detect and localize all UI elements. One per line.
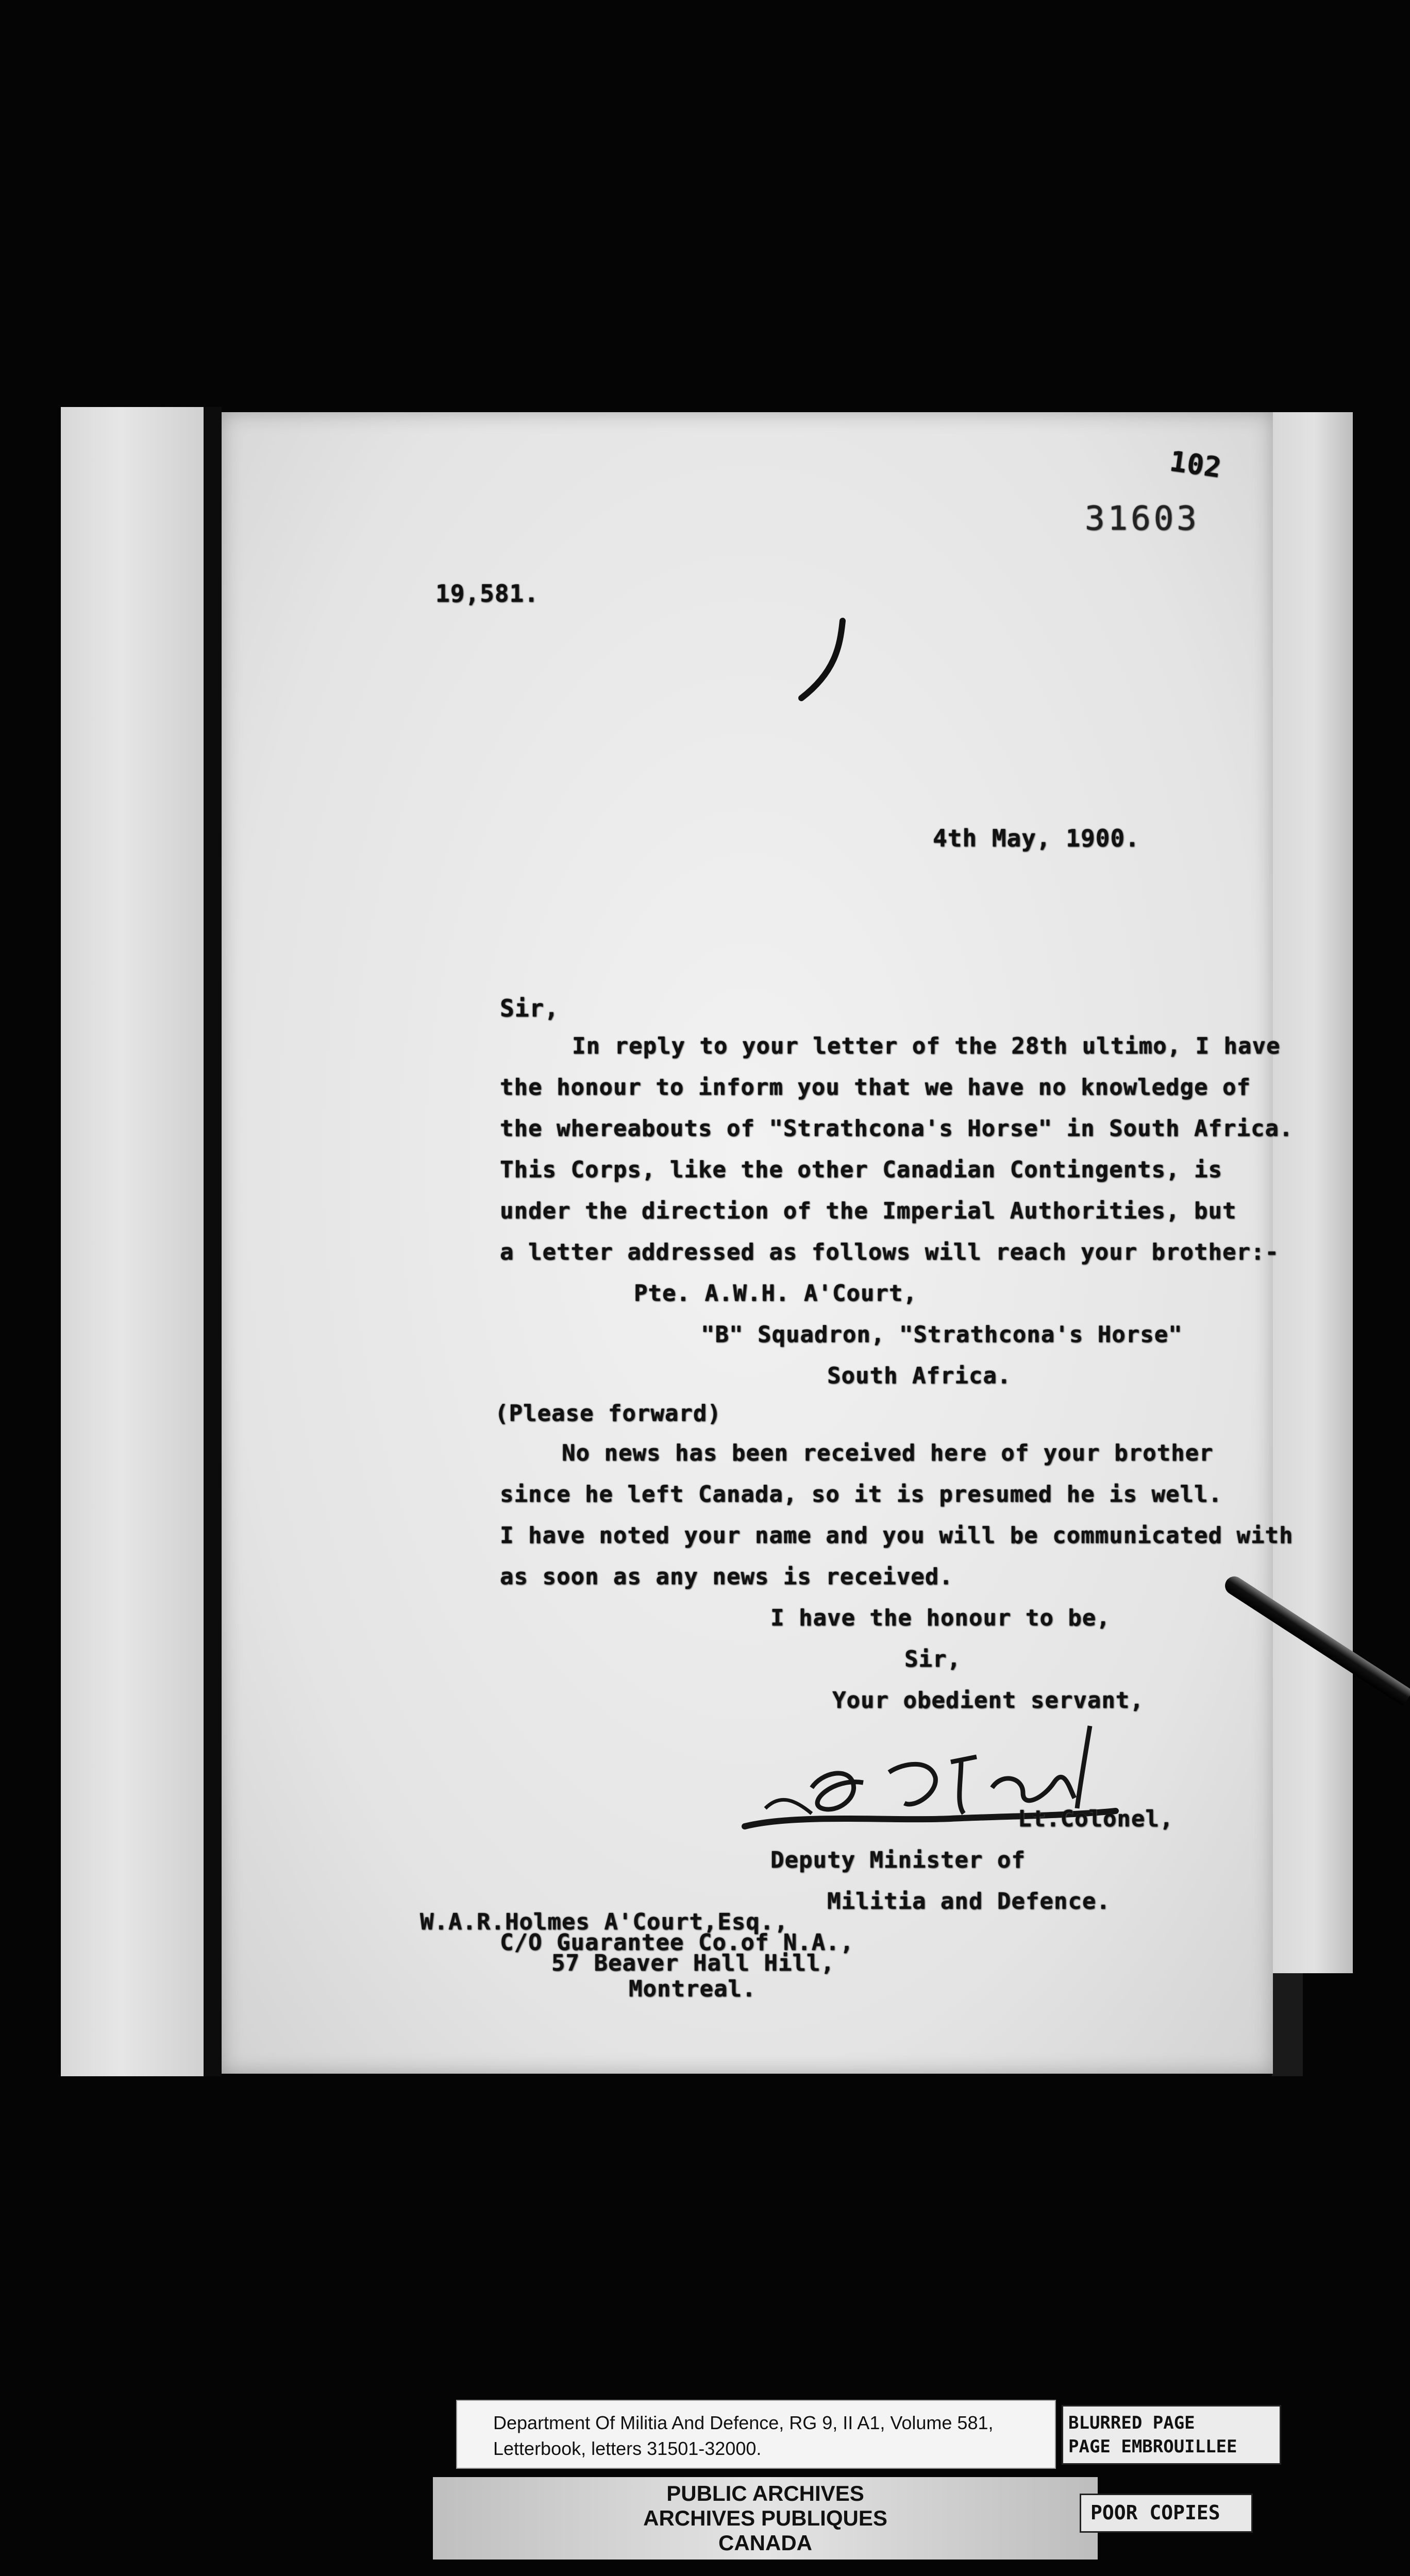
poor-copies-tag: POOR COPIES [1080,2494,1253,2533]
pen-stroke-mark [794,616,855,708]
please-forward: (Please forward) [495,1400,721,1427]
page-stack-edge [1272,1973,1303,2076]
archives-stamp: PUBLIC ARCHIVES ARCHIVES PUBLIQUES CANADA [433,2477,1098,2560]
file-number: 19,581. [435,580,539,607]
body-line: under the direction of the Imperial Authorities, but [500,1198,1237,1224]
recipient-line: W.A.R.Holmes A'Court,Esq., [420,1909,788,1935]
caption-line: Letterbook, letters 31501-32000. [493,2438,762,2459]
body2-line: No news has been received here of your brother [562,1440,1214,1466]
page-gutter [204,407,222,2076]
salutation: Sir, [500,994,559,1022]
address-line: "B" Squadron, "Strathcona's Horse" [701,1321,1183,1348]
closing-line: Sir, [904,1646,961,1672]
body2-line: since he left Canada, so it is presumed he is well. [500,1481,1223,1507]
signer-rank: Lt.Colonel, [1018,1806,1174,1832]
body-line: the honour to inform you that we have no knowledge of [500,1074,1251,1100]
recipient-line: C/O Guarantee Co.of N.A., [500,1929,854,1956]
body2-line: I have noted your name and you will be communicated with [500,1522,1294,1549]
caption-label [456,2400,1056,2469]
letter-page [222,412,1294,2074]
address-line: Pte. A.W.H. A'Court, [634,1280,917,1307]
body-line: a letter addressed as follows will reach your brother:- [500,1239,1279,1265]
address-line: South Africa. [827,1363,1012,1389]
body-line: In reply to your letter of the 28th ultimo, I have [572,1033,1281,1059]
adjacent-page-left [61,407,210,2076]
recipient-line: Montreal. [629,1976,757,2002]
recipient-line: 57 Beaver Hall Hill, [551,1950,835,1976]
stamp-number: 31603 [1085,500,1200,538]
corner-mark: 102 [1168,445,1224,484]
body-line: This Corps, like the other Canadian Contingents, is [500,1157,1223,1183]
blurred-page-tag: BLURRED PAGE PAGE EMBROUILLEE [1062,2405,1281,2465]
letter-date: 4th May, 1900. [933,824,1140,852]
body-line: the whereabouts of "Strathcona's Horse" in South Africa. [500,1115,1294,1142]
signer-title: Militia and Defence. [827,1888,1111,1914]
body2-line: as soon as any news is received. [500,1564,953,1590]
signer-title: Deputy Minister of [770,1847,1026,1873]
caption-line: Department Of Militia And Defence, RG 9, II A1, Volume 581, [493,2412,994,2433]
closing-line: Your obedient servant, [832,1687,1144,1714]
closing-line: I have the honour to be, [770,1605,1111,1631]
